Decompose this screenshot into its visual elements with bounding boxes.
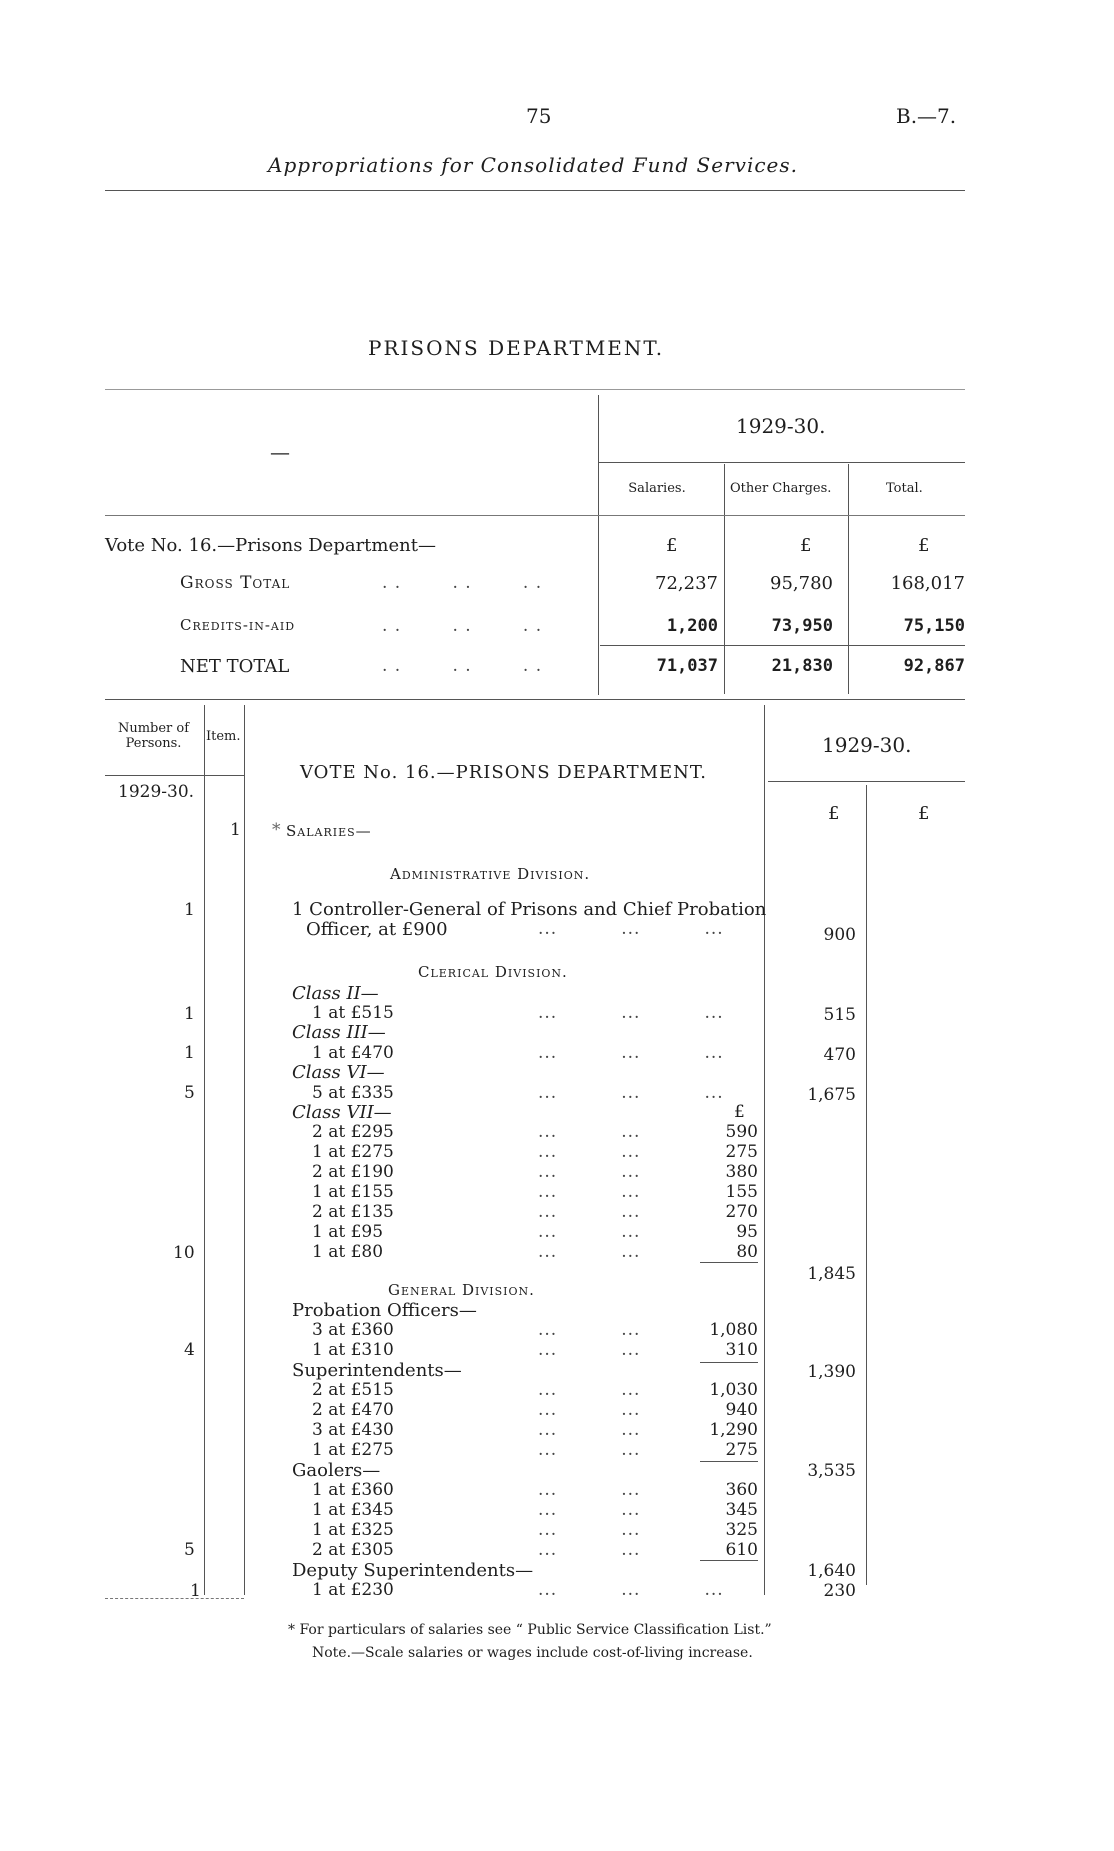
detail-col-divider-persons [204, 705, 205, 1595]
class-vii-amount: 270 [725, 1202, 758, 1222]
persons-gaolers: 5 [184, 1540, 195, 1560]
detail-col-divider-item [244, 705, 245, 1595]
class-ii-heading: Class II— [292, 983, 379, 1004]
gaolers-dots: ... ... [538, 1520, 641, 1540]
superintendents-heading: Superintendents— [292, 1360, 462, 1381]
class-vii-amount: 155 [725, 1182, 758, 1202]
class-vii-dots: ... ... [538, 1122, 641, 1142]
class-vii-dots: ... ... [538, 1222, 641, 1242]
summary-row-salaries: 72,237 [655, 573, 718, 594]
summary-bottom-rule [105, 699, 965, 700]
class-vii-currency: £ [734, 1102, 745, 1122]
summary-vote-label: Vote No. 16.—Prisons Department— [105, 535, 436, 556]
superintendents-label: 2 at £515 [312, 1380, 394, 1400]
document-reference: B.—7. [896, 104, 957, 128]
summary-row-total: 75,150 [903, 616, 965, 636]
probation-label: 1 at £310 [312, 1340, 394, 1360]
summary-row-other: 21,830 [771, 656, 833, 676]
summary-currency-total: £ [918, 535, 930, 556]
deputy-superintendents-heading: Deputy Superintendents— [292, 1560, 534, 1581]
footnote-star: * For particulars of salaries see “ Public Service Classification List.” [288, 1622, 772, 1638]
detail-col-divider-total [866, 785, 867, 1585]
detail-col-divider-amount [764, 705, 765, 1595]
class-vii-label: 1 at £95 [312, 1222, 384, 1242]
persons-class-vii: 10 [173, 1243, 195, 1263]
gaolers-amount: 610 [725, 1540, 758, 1560]
amount-deputy: 230 [823, 1581, 856, 1601]
class-vii-dots: ... ... [538, 1142, 641, 1162]
detail-item-number: 1 [230, 820, 241, 840]
gaolers-dots: ... ... [538, 1480, 641, 1500]
gaolers-heading: Gaolers— [292, 1460, 381, 1481]
summary-divider [598, 395, 599, 695]
summary-row-other: 95,780 [770, 573, 833, 594]
summary-row-dots: . . . . . . [382, 656, 543, 676]
deputy-dots: ... ... ... [538, 1580, 724, 1600]
probation-amount: 310 [725, 1340, 758, 1360]
gaolers-label: 1 at £360 [312, 1480, 394, 1500]
persons-controller: 1 [184, 900, 195, 920]
detail-head-rule-right [768, 781, 965, 782]
gaolers-label: 1 at £345 [312, 1500, 394, 1520]
clerical-division-heading: Clerical Division. [418, 963, 568, 981]
superintendents-amount: 1,030 [709, 1380, 758, 1400]
class-vii-dots: ... ... [538, 1182, 641, 1202]
summary-year-rule [598, 462, 965, 463]
summary-row-salaries: 71,037 [656, 656, 718, 676]
summary-net-rule [600, 645, 965, 646]
class-vii-amount: 95 [736, 1222, 758, 1242]
salaries-heading: Salaries— [286, 822, 372, 840]
general-division-heading: General Division. [388, 1281, 535, 1299]
probation-amount: 1,080 [709, 1320, 758, 1340]
detail-currency-2: £ [918, 803, 930, 824]
persons-class-iii: 1 [184, 1043, 195, 1063]
summary-currency-other: £ [800, 535, 812, 556]
superintendents-label: 2 at £470 [312, 1400, 394, 1420]
class-vii-amount: 275 [725, 1142, 758, 1162]
controller-dots: ... ... ... [538, 919, 724, 939]
class-iii-dots: ... ... ... [538, 1043, 724, 1063]
probation-dots: ... ... [538, 1320, 641, 1340]
class-vi-heading: Class VI— [292, 1062, 385, 1083]
summary-top-rule [105, 389, 965, 390]
class-vii-amount: 590 [725, 1122, 758, 1142]
summary-row-salaries: 1,200 [666, 616, 718, 636]
superintendents-dots: ... ... [538, 1420, 641, 1440]
detail-head-title: VOTE No. 16.—PRISONS DEPARTMENT. [300, 762, 707, 783]
superintendents-amount: 940 [725, 1400, 758, 1420]
summary-row-total: 168,017 [890, 573, 965, 594]
detail-head-year-left: 1929-30. [118, 782, 195, 802]
summary-row-label: NET TOTAL [180, 656, 290, 677]
superintendents-label: 3 at £430 [312, 1420, 394, 1440]
class-iii-line: 1 at £470 [312, 1043, 394, 1063]
summary-col-other: Other Charges. [730, 481, 832, 496]
class-vii-dots: ... ... [538, 1162, 641, 1182]
persons-probation: 4 [184, 1340, 195, 1360]
summary-col-divider-1 [724, 464, 725, 694]
summary-col-total: Total. [886, 481, 923, 496]
class-vii-subtotal-rule [700, 1262, 758, 1263]
class-vii-dots: ... ... [538, 1202, 641, 1222]
probation-label: 3 at £360 [312, 1320, 394, 1340]
administrative-division-heading: Administrative Division. [390, 865, 591, 883]
summary-row-label: Gross Total [180, 573, 291, 593]
gaolers-dots: ... ... [538, 1500, 641, 1520]
summary-row-dots: . . . . . . [382, 573, 543, 593]
amount-class-iii: 470 [823, 1045, 856, 1065]
class-vi-line: 5 at £335 [312, 1083, 394, 1103]
superintendents-label: 1 at £275 [312, 1440, 394, 1460]
gaolers-amount: 345 [725, 1500, 758, 1520]
detail-head-rule-left [105, 775, 244, 776]
class-vii-label: 1 at £275 [312, 1142, 394, 1162]
amount-class-vi: 1,675 [807, 1085, 856, 1105]
persons-class-vi: 5 [184, 1083, 195, 1103]
summary-year: 1929-30. [736, 414, 826, 438]
summary-currency-salaries: £ [666, 535, 678, 556]
class-ii-dots: ... ... ... [538, 1003, 724, 1023]
detail-currency-1: £ [828, 803, 840, 824]
summary-row-other: 73,950 [771, 616, 833, 636]
summary-row-total: 92,867 [903, 656, 965, 676]
class-vii-amount: 80 [736, 1242, 758, 1262]
amount-probation: 1,390 [807, 1362, 856, 1382]
class-vii-label: 1 at £80 [312, 1242, 384, 1262]
controller-line-1: 1 Controller-General of Prisons and Chief Probation [292, 899, 767, 920]
superintendents-subtotal-rule [700, 1461, 758, 1462]
footnote-note: Note.—Scale salaries or wages include cost-of-living increase. [312, 1645, 753, 1661]
superintendents-amount: 1,290 [709, 1420, 758, 1440]
amount-superintendents: 3,535 [807, 1461, 856, 1481]
summary-stub-dash: — [270, 440, 290, 464]
class-vii-amount: 380 [725, 1162, 758, 1182]
class-vii-heading: Class VII— [292, 1102, 392, 1123]
probation-dots: ... ... [538, 1340, 641, 1360]
summary-row-dots: . . . . . . [382, 616, 543, 636]
class-vii-label: 1 at £155 [312, 1182, 394, 1202]
detail-head-persons: Number of Persons. [117, 721, 190, 751]
amount-class-vii: 1,845 [807, 1264, 856, 1284]
superintendents-dots: ... ... [538, 1440, 641, 1460]
header-rule [105, 190, 965, 191]
deputy-line: 1 at £230 [312, 1580, 394, 1600]
summary-row-label: Credits-in-aid [180, 616, 296, 634]
amount-controller: 900 [823, 925, 856, 945]
gaolers-amount: 325 [725, 1520, 758, 1540]
persons-deputy: 1 [190, 1581, 201, 1601]
class-ii-line: 1 at £515 [312, 1003, 394, 1023]
class-vii-label: 2 at £190 [312, 1162, 394, 1182]
department-title: PRISONS DEPARTMENT. [368, 336, 665, 360]
class-vii-label: 2 at £295 [312, 1122, 394, 1142]
class-vii-label: 2 at £135 [312, 1202, 394, 1222]
page-number: 75 [526, 104, 552, 128]
gaolers-subtotal-rule [700, 1560, 758, 1561]
probation-officers-heading: Probation Officers— [292, 1300, 477, 1321]
gaolers-label: 2 at £305 [312, 1540, 394, 1560]
amount-class-ii: 515 [823, 1005, 856, 1025]
summary-col-salaries: Salaries. [628, 481, 686, 496]
amount-gaolers: 1,640 [807, 1561, 856, 1581]
class-vi-dots: ... ... ... [538, 1083, 724, 1103]
probation-subtotal-rule [700, 1362, 758, 1363]
salaries-footnote-mark: * [272, 820, 281, 840]
superintendents-dots: ... ... [538, 1400, 641, 1420]
gaolers-dots: ... ... [538, 1540, 641, 1560]
gaolers-label: 1 at £325 [312, 1520, 394, 1540]
summary-col-divider-2 [848, 464, 849, 694]
superintendents-amount: 275 [725, 1440, 758, 1460]
superintendents-dots: ... ... [538, 1380, 641, 1400]
controller-line-2: Officer, at £900 [306, 919, 448, 940]
running-title: Appropriations for Consolidated Fund Services. [268, 153, 799, 177]
persons-class-ii: 1 [184, 1004, 195, 1024]
detail-bottom-rule [105, 1598, 244, 1599]
class-iii-heading: Class III— [292, 1022, 386, 1043]
gaolers-amount: 360 [725, 1480, 758, 1500]
detail-head-item: Item. [206, 729, 241, 744]
class-vii-dots: ... ... [538, 1242, 641, 1262]
summary-head-rule [105, 515, 965, 516]
detail-head-year-right: 1929-30. [822, 733, 912, 757]
